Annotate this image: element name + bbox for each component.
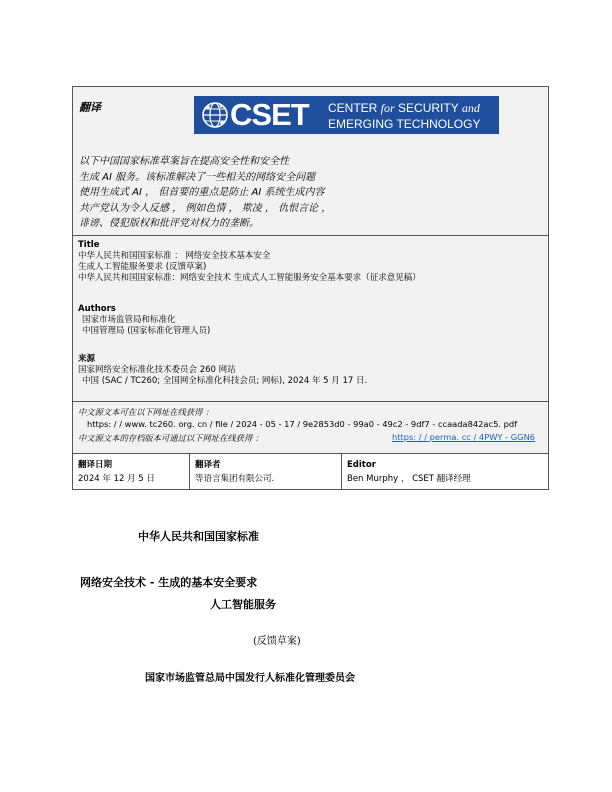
editor-value: Ben Murphy ， CSET 翻译经理	[347, 474, 471, 484]
translation-info-table	[72, 454, 549, 490]
draft-note: (反馈草案)	[253, 636, 301, 647]
title-line: 生成人工智能服务要求 (反馈草案)	[78, 262, 207, 272]
column-divider	[189, 454, 190, 489]
source-section	[78, 354, 367, 387]
online-source-label: 中文源文本可在以下网址在线获得 ：	[78, 407, 214, 417]
source-label: 来源	[78, 354, 96, 364]
translation-label: 翻译	[79, 101, 101, 114]
summary-line: 使用生成式 AI ， 但首要的重点是防止 AI 系统生成内容	[79, 187, 325, 198]
translator-label: 翻译者	[195, 460, 221, 470]
author-line: 中国管理局 (国家标准化管理人员)	[82, 326, 211, 336]
online-source-link[interactable]: https: / / www. tc260. org. cn / file / 2024 - 05 - 17 / 9e2853d0 - 99a0 - 49c2 - 9df7 - ccaada842ac5. pdf	[87, 419, 518, 429]
author-line: 国家市场监管局和标准化	[82, 315, 176, 325]
column-divider	[341, 454, 342, 489]
translator-cell	[195, 458, 274, 486]
translator-value: 等语言集团有限公司.	[195, 474, 275, 484]
title-line: 中华人民共和国国家标准：网络安全技术 生成式人工智能服务安全基本要求（征求意见稿）	[78, 273, 421, 283]
logo-line-1: CENTER for SECURITY and	[328, 101, 480, 115]
issuer: 国家市场监管总局中国发行人标准化管理委员会	[145, 673, 355, 684]
translation-date-value: 2024 年 12 月 5 日	[78, 474, 155, 484]
logo-acronym: CSET	[230, 97, 309, 132]
translation-date-cell	[78, 458, 155, 486]
title-label: Title	[78, 240, 100, 250]
archive-source-label: 中文源文本的存档版本可通过以下网址在线获得 ：	[78, 433, 264, 443]
source-url-box	[72, 402, 549, 454]
archive-source-link[interactable]: https: / / perma. cc / 4PWY - GGN6	[392, 432, 536, 442]
logo-line-2: EMERGING TECHNOLOGY	[328, 117, 481, 131]
title-line: 中华人民共和国国家标准 ： 网络安全技术基本安全	[78, 251, 271, 261]
summary-line: 共产党认为令人反感 ， 例如色情 ， 欺凌 ， 仇恨言论 ，	[79, 202, 332, 214]
summary-paragraph	[79, 154, 331, 232]
summary-line: 生成 AI 服务。该标准解决了一些相关的网络安全问题	[79, 171, 316, 183]
document-title-line-2: 人工智能服务	[210, 598, 276, 611]
standard-heading: 中华人民共和国国家标准	[138, 530, 259, 543]
summary-line: 诽谤、侵犯版权和批评党对权力的垄断。	[79, 218, 259, 229]
source-line: 国家网络安全标准化技术委员会 260 网站	[78, 365, 236, 375]
editor-label: Editor	[347, 460, 376, 470]
authors-label: Authors	[78, 304, 116, 314]
translation-date-label: 翻译日期	[78, 460, 113, 470]
summary-line: 以下中国国家标准草案旨在提高安全性和安全性	[79, 156, 289, 167]
authors-section	[78, 304, 210, 337]
document-title-line-1: 网络安全技术 - 生成的基本安全要求	[80, 576, 258, 589]
title-section	[78, 240, 421, 284]
globe-icon	[200, 99, 230, 131]
source-line: 中国 (SAC / TC260; 全国网全标准化科技会员; 网标), 2024 年 5 月 17 日.	[82, 376, 368, 386]
editor-cell	[347, 458, 471, 486]
cset-logo	[194, 96, 499, 134]
metadata-box	[72, 236, 549, 402]
translation-header-box	[72, 86, 549, 236]
